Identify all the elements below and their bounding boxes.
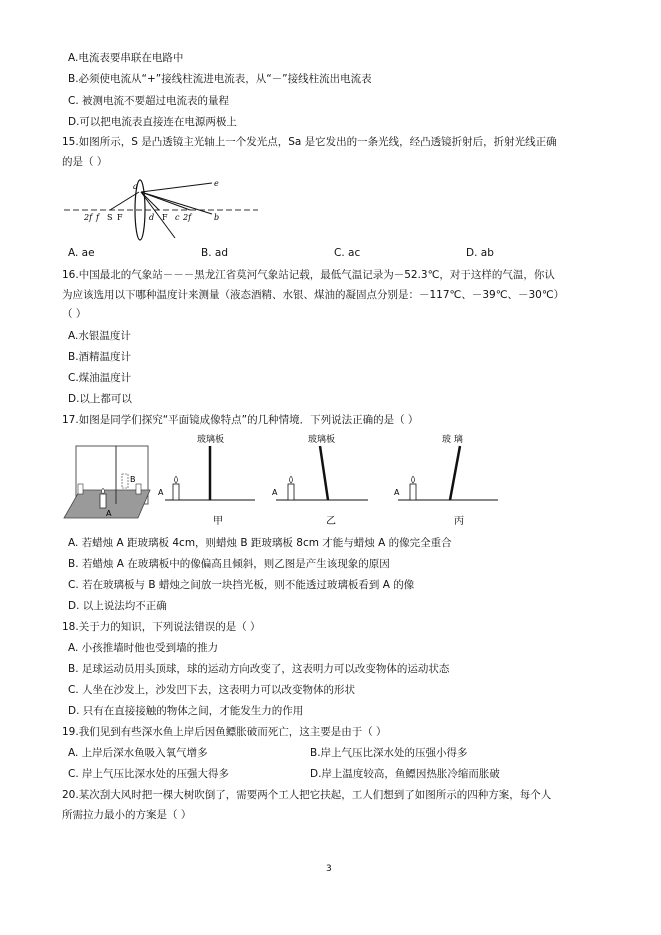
q19-stem: 19.我们见到有些深水鱼上岸后因鱼鳔胀破而死亡，这主要是由于（ ） — [62, 726, 387, 738]
q15-stem-line2: 的是（ ） — [62, 156, 108, 168]
q18-option-a: A. 小孩推墙时他也受到墙的推力 — [68, 642, 219, 654]
clip-right — [136, 484, 141, 494]
glass-label-bing: 玻 璃 — [442, 435, 463, 445]
q17-figure-yi — [268, 432, 378, 532]
candle-a — [100, 494, 106, 508]
label-2f-left: 2f — [84, 213, 93, 222]
q14-option-b: B.必须使电流从“+”接线柱流进电流表，从“－”接线柱流出电流表 — [68, 73, 372, 85]
q15-option-c: C. ac — [334, 247, 361, 259]
label-b: b — [214, 213, 220, 222]
ray-extra — [141, 192, 175, 238]
candle-jia — [173, 484, 179, 500]
q18-stem: 18.关于力的知识，下列说法错误的是（ ） — [62, 621, 261, 633]
caption-bing: 丙 — [454, 516, 464, 527]
q15-option-a: A. ae — [68, 247, 95, 259]
q16-stem-line2: 为应该选用以下哪种温度计来测量（液态酒精、水银、煤油的凝固点分别是：－117℃、－39℃、－30℃） — [62, 289, 565, 301]
label-d: d — [149, 213, 155, 222]
q14-option-c: C. 被测电流不要超过电流表的量程 — [68, 95, 230, 107]
q16-option-b: B.酒精温度计 — [68, 351, 132, 363]
label-e: e — [214, 179, 219, 188]
q14-option-d: D.可以把电流表直接连在电源两极上 — [68, 116, 237, 128]
label-a-bing: A — [394, 488, 400, 497]
q16-stem-line1: 16.中国最北的气象站－－－黑龙江省莫河气象站记载，最低气温记录为－52.3℃，对于这样的气温，你认 — [62, 269, 555, 281]
label-F-left: F — [117, 213, 123, 222]
candle-yi — [288, 484, 294, 500]
q17-option-c: C. 若在玻璃板与 B 蜡烛之间放一块挡光板，则不能透过玻璃板看到 A 的像 — [68, 579, 415, 591]
flame-a — [102, 488, 105, 494]
q15-lens-figure — [62, 172, 262, 242]
label-a-jia: A — [158, 488, 164, 497]
q17-figure-bing — [390, 432, 510, 532]
q17-option-b: B. 若蜡烛 A 在玻璃板中的像偏高且倾斜，则乙图是产生该现象的原因 — [68, 558, 390, 570]
caption-yi: 乙 — [326, 516, 336, 527]
label-2f-right: 2f — [183, 213, 192, 222]
q15-option-d: D. ab — [466, 247, 494, 259]
label-a: a — [133, 182, 138, 191]
label-F-right: F — [162, 213, 168, 222]
label-s: S — [107, 213, 113, 222]
q16-option-c: C.煤油温度计 — [68, 372, 132, 384]
q19-option-b: B.岸上气压比深水处的压强小得多 — [310, 747, 468, 759]
glass-label-yi: 玻璃板 — [308, 435, 336, 445]
glass-bing — [450, 446, 460, 500]
q17-figure-jia — [155, 432, 265, 532]
label-candle-b: B — [130, 475, 136, 484]
q17-option-d: D. 以上说法均不正确 — [68, 600, 167, 612]
q17-stem: 17.如图是同学们探究“平面镜成像特点”的几种情境．下列说法正确的是（ ） — [62, 414, 419, 426]
ray-e — [141, 183, 212, 192]
candle-b — [122, 474, 128, 488]
q19-option-a: A. 上岸后深水鱼吸入氧气增多 — [68, 747, 208, 759]
flame-jia — [175, 476, 178, 483]
clip-left — [78, 484, 83, 494]
q15-option-b: B. ad — [201, 247, 228, 259]
q16-option-d: D.以上都可以 — [68, 393, 132, 405]
q18-option-c: C. 人坐在沙发上，沙发凹下去，这表明力可以改变物体的形状 — [68, 684, 356, 696]
flame-bing — [412, 476, 415, 483]
q16-stem-line3: （ ） — [62, 308, 87, 320]
q18-option-d: D. 只有在直接接触的物体之间，才能发生力的作用 — [68, 705, 304, 717]
label-a-yi: A — [272, 488, 278, 497]
glass-label-jia: 玻璃板 — [197, 435, 225, 445]
q14-option-a: A.电流表要串联在电路中 — [68, 52, 184, 64]
q18-option-b: B. 足球运动员用头顶球，球的运动方向改变了，这表明力可以改变物体的运动状态 — [68, 663, 450, 675]
label-candle-a: A — [106, 509, 112, 518]
q19-option-c: C. 岸上气压比深水处的压强大得多 — [68, 768, 230, 780]
q16-option-a: A.水银温度计 — [68, 330, 131, 342]
q20-stem-line2: 所需拉力最小的方案是（ ） — [62, 809, 192, 821]
q17-option-a: A. 若蜡烛 A 距玻璃板 4cm，则蜡烛 B 距玻璃板 8cm 才能与蜡烛 A 的像完全重合 — [68, 537, 452, 549]
page-number: 3 — [326, 864, 332, 874]
q17-setup-figure — [60, 432, 160, 524]
glass-yi — [320, 446, 328, 500]
label-f-left: f — [96, 213, 99, 222]
flame-yi — [290, 476, 293, 483]
q19-option-d: D.岸上温度较高，鱼鳔因热胀冷缩而胀破 — [310, 768, 500, 780]
q15-stem-line1: 15.如图所示，S 是凸透镜主光轴上一个发光点，Sa 是它发出的一条光线，经凸透镜折射后，折射光线正确 — [62, 136, 557, 148]
q20-stem-line1: 20.某次刮大风时把一棵大树吹倒了，需要两个工人把它扶起，工人们想到了如图所示的四种方案，每个人 — [62, 789, 552, 801]
caption-jia: 甲 — [213, 516, 223, 527]
label-c: c — [175, 213, 180, 222]
candle-bing — [410, 484, 416, 500]
